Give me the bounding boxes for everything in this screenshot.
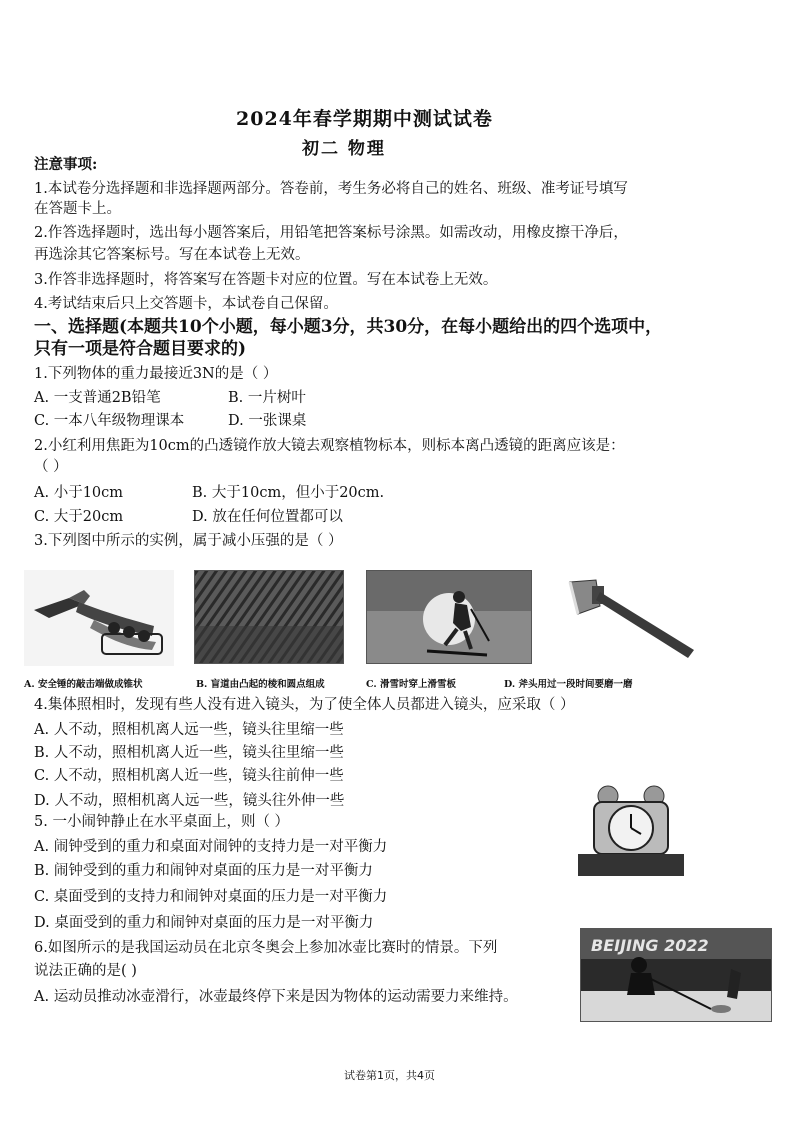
curling-image: [580, 928, 772, 1022]
q2-option-b: B. 大于10cm，但小于20cm.: [192, 485, 385, 501]
q2-option-c: C. 大于20cm: [34, 509, 124, 525]
q2-stem-a: 2.小红利用焦距为10cm的凸透镜作放大镜去观察植物标本，则标本离凸透镜的距离应该是：: [34, 438, 625, 454]
q3-caption-a: A. 安全锤的敲击端做成锥状: [24, 679, 143, 690]
q4-stem: 4.集体照相时，发现有些人没有进入镜头，为了使全体人员都进入镜头，应采取（ ）: [34, 697, 575, 713]
page-title: 2024年春学期期中测试试卷: [236, 108, 493, 130]
q4-option-a: A. 人不动，照相机离人远一些，镜头往里缩一些: [34, 722, 344, 738]
tactile-paving-image: [194, 570, 344, 664]
q3-caption-b: B. 盲道由凸起的棱和圆点组成: [196, 679, 325, 690]
q2-option-a: A. 小于10cm: [34, 485, 124, 501]
note-1b: 在答题卡上。: [34, 201, 121, 217]
q3-stem: 3.下列图中所示的实例，属于减小压强的是（ ）: [34, 533, 343, 549]
q6-stem-b: 说法正确的是( ): [34, 963, 137, 979]
alarm-clock-image: [578, 782, 684, 876]
note-4: 4.考试结束后只上交答题卡，本试卷自己保留。: [34, 296, 338, 312]
q2-stem-b: （ ）: [34, 459, 68, 475]
curling-banner-text: BEIJING 2022: [591, 936, 709, 955]
q3-caption-c: C. 滑雪时穿上滑雪板: [366, 679, 457, 690]
axe-image: [556, 570, 702, 666]
skier-image: [366, 570, 532, 664]
q2-option-d: D. 放在任何位置都可以: [192, 509, 343, 525]
q5-stem: 5. 一小闹钟静止在水平桌面上，则（ ）: [34, 814, 290, 830]
q4-option-b: B. 人不动，照相机离人近一些，镜头往里缩一些: [34, 745, 344, 761]
section-heading-line1: 一、选择题(本题共10个小题，每小题3分，共30分，在每小题给出的四个选项中，: [34, 317, 663, 337]
note-2a: 2.作答选择题时，选出每小题答案后，用铅笔把答案标号涂黑。如需改动，用橡皮擦干净后，: [34, 225, 628, 241]
q6-stem-a: 6.如图所示的是我国运动员在北京冬奥会上参加冰壶比赛时的情景。下列: [34, 940, 498, 956]
safety-hammer-image: [24, 570, 174, 666]
q1-option-d: D. 一张课桌: [228, 413, 307, 429]
q4-option-d: D. 人不动，照相机离人远一些，镜头往外伸一些: [34, 793, 345, 809]
q1-option-c: C. 一本八年级物理课本: [34, 413, 185, 429]
q1-option-a: A. 一支普通2B铅笔: [34, 390, 161, 406]
note-2b: 再选涂其它答案标号。写在本试卷上无效。: [34, 247, 310, 263]
q6-option-a: A. 运动员推动冰壶滑行，冰壶最终停下来是因为物体的运动需要力来维持。: [34, 989, 518, 1005]
q5-option-d: D. 桌面受到的重力和闹钟对桌面的压力是一对平衡力: [34, 915, 374, 931]
notes-heading: 注意事项:: [34, 156, 98, 173]
q3-caption-d: D. 斧头用过一段时间要磨一磨: [504, 679, 633, 690]
q5-option-b: B. 闹钟受到的重力和闹钟对桌面的压力是一对平衡力: [34, 863, 373, 879]
q5-option-c: C. 桌面受到的支持力和闹钟对桌面的压力是一对平衡力: [34, 889, 388, 905]
note-1a: 1.本试卷分选择题和非选择题两部分。答卷前，考生务必将自己的姓名、班级、准考证号填写: [34, 181, 628, 197]
page-subtitle: 初二 物理: [302, 139, 386, 159]
q1-stem: 1.下列物体的重力最接近3N的是（ ）: [34, 366, 278, 382]
section-heading-line2: 只有一项是符合题目要求的): [34, 339, 247, 359]
page-footer: 试卷第1页，共4页: [344, 1069, 435, 1082]
note-3: 3.作答非选择题时，将答案写在答题卡对应的位置。写在本试卷上无效。: [34, 272, 498, 288]
q5-option-a: A. 闹钟受到的重力和桌面对闹钟的支持力是一对平衡力: [34, 839, 388, 855]
q4-option-c: C. 人不动，照相机离人近一些，镜头往前伸一些: [34, 768, 344, 784]
q1-option-b: B. 一片树叶: [228, 390, 306, 406]
